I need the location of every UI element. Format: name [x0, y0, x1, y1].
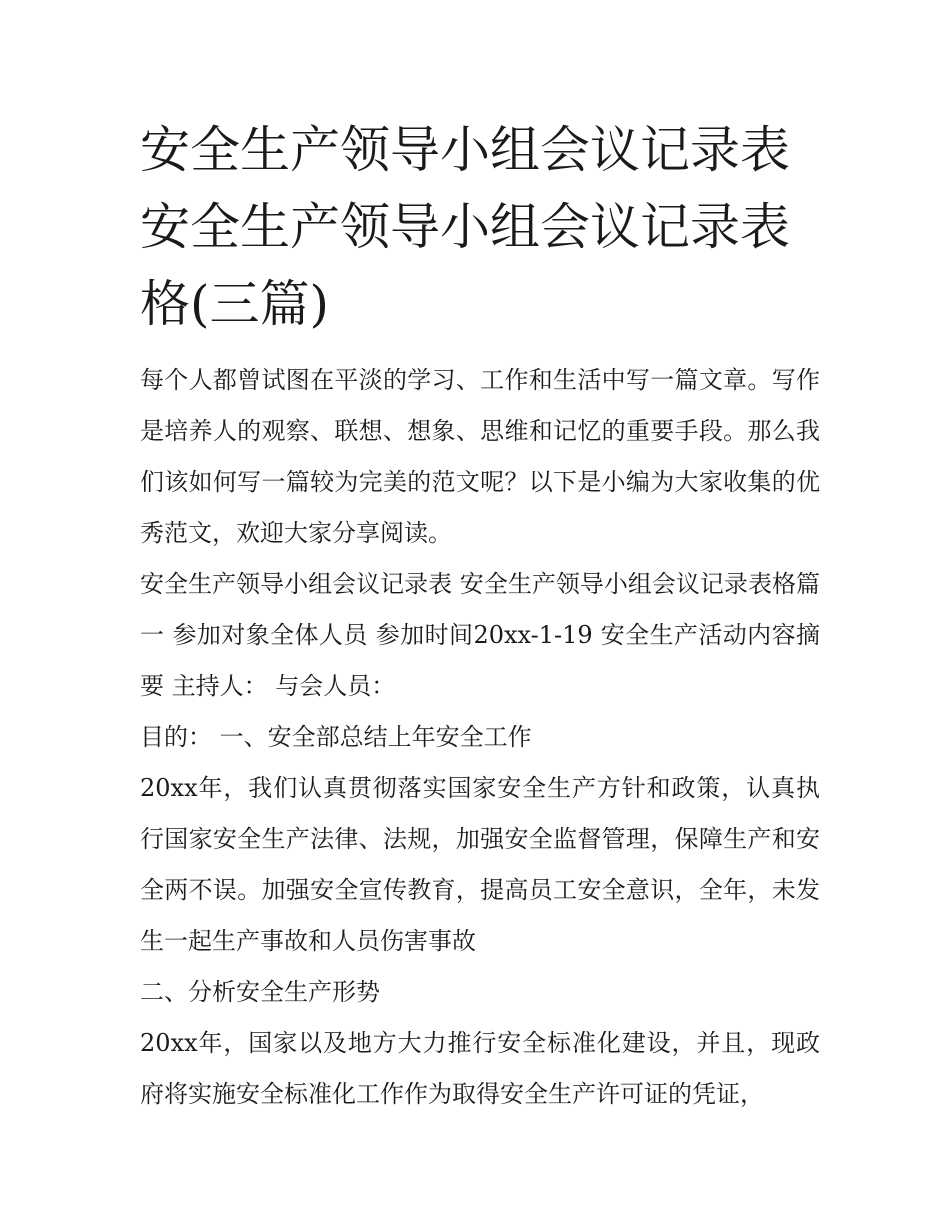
- paragraph-purpose-heading: 目的： 一、安全部总结上年安全工作: [140, 723, 532, 751]
- document-title: 安全生产领导小组会议记录表 安全生产领导小组会议记录表格(三篇): [140, 121, 790, 333]
- paragraph-intro: 每个人都曾试图在平淡的学习、工作和生活中写一篇文章。写作是培养人的观察、联想、想象、思维和记忆的重要手段。那么我们该如何写一篇较为完美的范文呢？以下是小编为大家收集的优秀范文，欢迎大家分享阅读。: [140, 366, 820, 547]
- paragraph-meeting-info: 安全生产领导小组会议记录表 安全生产领导小组会议记录表格篇一 参加对象全体人员 参加时间20xx-1-19 安全生产活动内容摘要 主持人： 与会人员：: [140, 570, 820, 700]
- paragraph-analysis: 20xx年，国家以及地方大力推行安全标准化建设，并且，现政府将实施安全标准化工作作为取得安全生产许可证的凭证，: [140, 1029, 820, 1108]
- paragraph-analysis-heading: 二、分析安全生产形势: [140, 978, 380, 1006]
- document-body: [140, 355, 820, 1120]
- paragraph-summary: 20xx年，我们认真贯彻落实国家安全生产方针和政策，认真执行国家安全生产法律、法规，加强安全监督管理，保障生产和安全两不误。加强安全宣传教育，提高员工安全意识，全年，未发生一起生产事故和人员伤害事故: [140, 774, 820, 955]
